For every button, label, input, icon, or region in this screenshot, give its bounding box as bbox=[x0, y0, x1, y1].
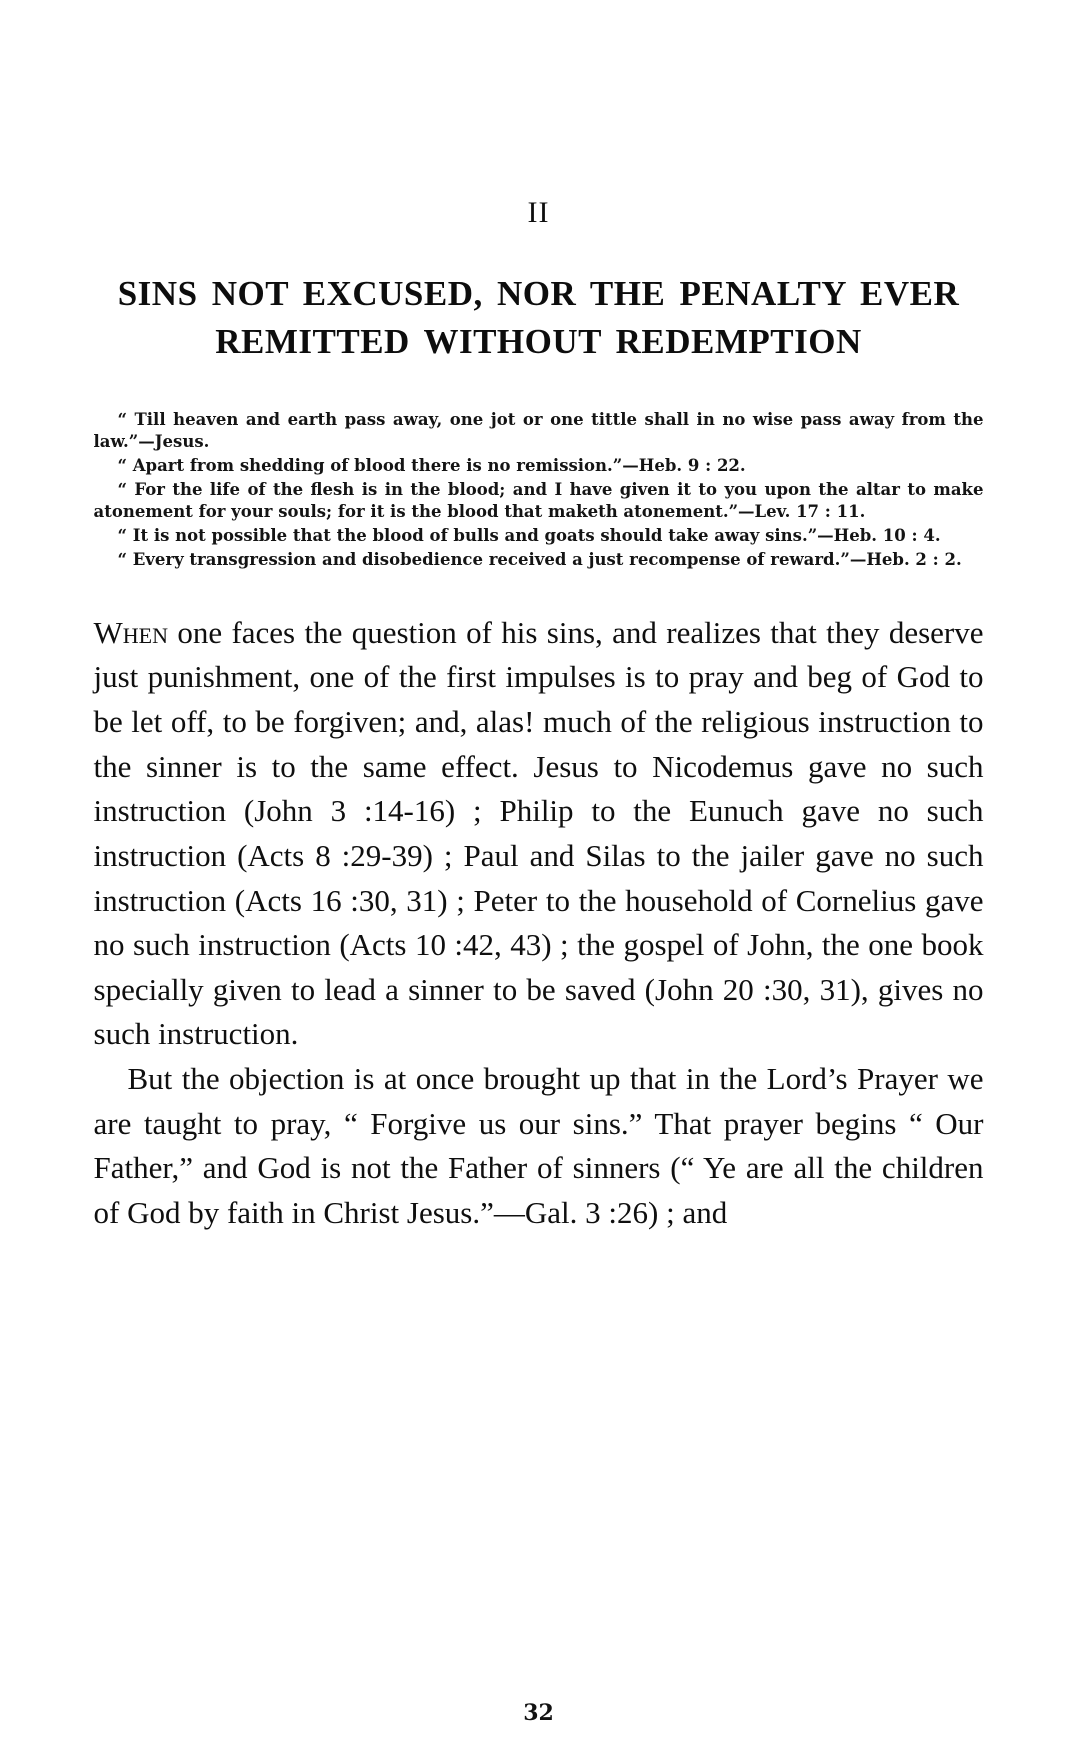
epigraph-item: “ Every transgression and disobedience received a just recompense of reward.”—Heb. 2 : 2. bbox=[117, 549, 962, 569]
epigraph-item: “ It is not possible that the blood of bulls and goats should take away sins.”—Heb. 10 : 4. bbox=[117, 525, 941, 545]
chapter-number: II bbox=[527, 196, 550, 229]
paragraph-lead-words: When bbox=[93, 614, 168, 650]
paragraph bbox=[94, 611, 984, 1057]
epigraph-item: “ Apart from shedding of blood there is no remission.”—Heb. 9 : 22. bbox=[117, 456, 746, 476]
paragraph bbox=[94, 1057, 984, 1236]
epigraph-item: “ Till heaven and earth pass away, one jot or one tittle shall in no wise pass away from the law.”—Jesus. bbox=[93, 410, 984, 452]
page-title: SINS NOT EXCUSED, NOR THE PENALTY EVER REMITTED WITHOUT REDEMPTION bbox=[117, 274, 960, 361]
page-number: 32 bbox=[523, 1700, 554, 1726]
paragraph-text: But the objection is at once brought up that in the Lord’s Prayer we are taught to pray, “ Forgive us our sins.” That prayer begins “ Our Father,” and God is not the Father of sinners (“ Ye are all the children of God by faith in Christ Jesus.”—Gal. 3 :26) ; and bbox=[93, 1061, 984, 1230]
epigraph-block bbox=[94, 409, 984, 571]
epigraph-item: “ For the life of the flesh is in the blood; and I have given it to you upon the altar to make atonement for your souls; for it is the blood that maketh atonement.”—Lev. 17 : 11. bbox=[93, 480, 984, 521]
paragraph-text: one faces the question of his sins, and realizes that they deserve just punishment, one of the first impulses is to pray and beg of God to be let off, to be forgiven; and, alas! much of the religious instruction to the sinner is to the same effect. Jesus to Nicodemus gave no such instruction (John 3 :14-16) ; Philip to the Eunuch gave no such instruction (Acts 8 :29-39) ; Paul and Silas to the jailer gave no such instruction (Acts 16 :30, 31) ; Peter to the household of Cornelius gave no such instruction (Acts 10 :42, 43) ; the gospel of John, the one book specially given to lead a sinner to be saved (John 20 :30, 31), gives no such instruction. bbox=[93, 614, 984, 1052]
body-text bbox=[94, 611, 984, 1236]
